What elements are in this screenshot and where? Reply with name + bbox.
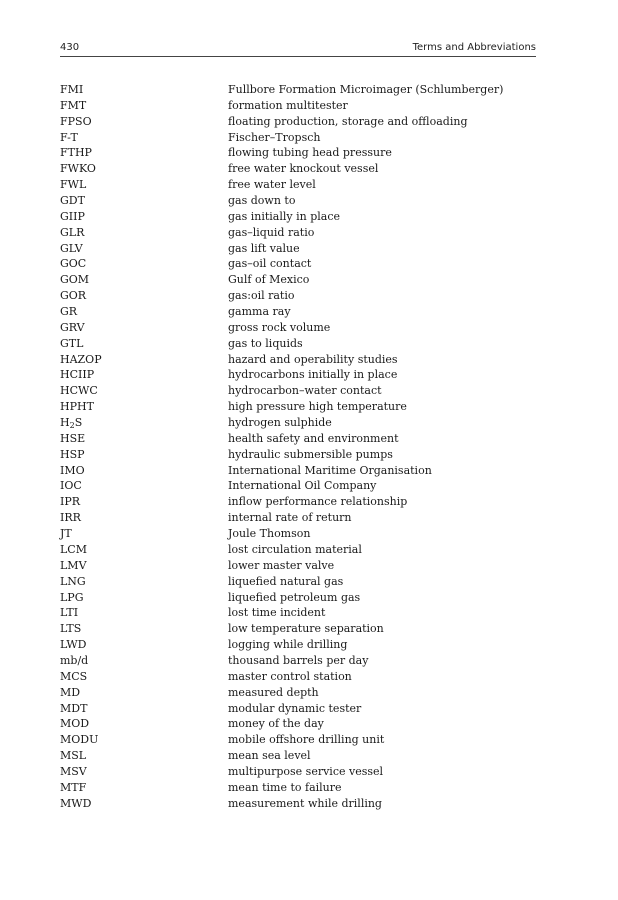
abbreviation-row: [60, 225, 536, 241]
abbreviation-definition: inflow performance relationship: [228, 495, 408, 509]
abbreviation-row: [60, 98, 536, 114]
abbreviation-term-text: GIIP: [60, 209, 85, 223]
abbreviation-row: [60, 780, 536, 796]
abbreviation-definition: modular dynamic tester: [228, 701, 362, 715]
abbreviation-term-text: MD: [60, 685, 81, 699]
abbreviation-definition: liquefied natural gas: [228, 574, 344, 588]
abbreviation-definition: Fullbore Formation Microimager (Schlumberger): [228, 83, 504, 96]
abbreviation-term: [60, 463, 220, 479]
abbreviation-row: [60, 193, 536, 209]
abbreviation-definition: International Maritime Organisation: [228, 463, 432, 477]
abbreviation-term-text: MSL: [60, 749, 87, 763]
abbreviation-term: [60, 605, 220, 621]
abbreviation-definition: mean sea level: [228, 749, 311, 763]
abbreviation-definition: hydrogen sulphide: [228, 416, 332, 430]
abbreviation-row: [60, 574, 536, 590]
abbreviation-row: [60, 748, 536, 764]
abbreviation-row: [60, 542, 536, 558]
abbreviation-definition: hazard and operability studies: [228, 352, 398, 366]
abbreviation-definition: gas lift value: [228, 241, 300, 255]
abbreviation-term-text: HSP: [60, 447, 85, 461]
abbreviation-row: [60, 637, 536, 653]
abbreviation-term: [60, 114, 220, 130]
abbreviation-term-text: LCM: [60, 542, 87, 556]
abbreviation-term-text: MTF: [60, 780, 87, 794]
abbreviation-row: [60, 161, 536, 177]
abbreviation-row: [60, 701, 536, 717]
abbreviation-row: [60, 494, 536, 510]
abbreviation-term: [60, 701, 220, 717]
abbreviation-term-text: GRV: [60, 320, 85, 334]
abbreviation-row: [60, 256, 536, 272]
abbreviation-term-text: HPHT: [60, 400, 94, 414]
abbreviation-term-text: LNG: [60, 574, 86, 588]
abbreviation-term-tail: S: [74, 416, 83, 430]
abbreviation-term-text: MCS: [60, 669, 88, 683]
abbreviation-term-text: HSE: [60, 431, 86, 445]
abbreviation-term: [60, 225, 220, 241]
abbreviation-definition: hydrocarbon–water contact: [228, 384, 382, 398]
abbreviation-row: [60, 764, 536, 780]
abbreviation-row: [60, 463, 536, 479]
abbreviation-term-subscript: 2: [69, 421, 75, 431]
abbreviation-definition: lost time incident: [228, 606, 326, 620]
abbreviation-term-text: GR: [60, 305, 78, 319]
abbreviation-row: [60, 605, 536, 621]
abbreviation-row: [60, 209, 536, 225]
abbreviation-term-text: JT: [60, 527, 72, 541]
abbreviation-term: [60, 304, 220, 320]
abbreviation-term: [60, 542, 220, 558]
abbreviation-term-text: GDT: [60, 194, 85, 208]
abbreviation-row: [60, 399, 536, 415]
abbreviation-term-text: HCWC: [60, 384, 98, 398]
abbreviation-term: [60, 352, 220, 368]
abbreviation-definition: money of the day: [228, 717, 324, 731]
abbreviation-row: [60, 526, 536, 542]
abbreviation-term-text: mb/d: [60, 653, 89, 667]
abbreviation-row: [60, 288, 536, 304]
abbreviation-definition: lost circulation material: [228, 542, 362, 556]
abbreviation-term-text: HCIIP: [60, 368, 95, 382]
abbreviation-term-text: MDT: [60, 701, 88, 715]
abbreviation-row: [60, 685, 536, 701]
abbreviation-term: [60, 574, 220, 590]
abbreviation-definition: free water level: [228, 178, 316, 192]
abbreviation-term-text: GTL: [60, 336, 84, 350]
abbreviation-term: [60, 431, 220, 447]
abbreviation-definition: gas initially in place: [228, 209, 340, 223]
abbreviation-term: [60, 161, 220, 177]
abbreviation-term: [60, 193, 220, 209]
abbreviation-row: [60, 352, 536, 368]
abbreviation-definition: gamma ray: [228, 305, 291, 319]
abbreviation-term: [60, 145, 220, 161]
abbreviation-definition: master control station: [228, 669, 352, 683]
abbreviation-term-text: IRR: [60, 511, 81, 525]
abbreviation-term: [60, 685, 220, 701]
abbreviation-row: [60, 320, 536, 336]
header-divider: [60, 56, 536, 57]
abbreviation-term: [60, 764, 220, 780]
abbreviation-definition: health safety and environment: [228, 431, 399, 445]
abbreviation-definition: measurement while drilling: [228, 796, 382, 810]
abbreviation-term-text: FTHP: [60, 146, 92, 160]
abbreviation-term-text: LTS: [60, 622, 82, 636]
abbreviation-row: [60, 447, 536, 463]
abbreviation-row: [60, 558, 536, 574]
abbreviation-row: [60, 478, 536, 494]
abbreviation-term: [60, 478, 220, 494]
abbreviation-row: [60, 145, 536, 161]
abbreviation-definition: gas down to: [228, 194, 296, 208]
abbreviation-term-text: HAZOP: [60, 352, 102, 366]
abbreviation-row: [60, 621, 536, 637]
abbreviation-term: [60, 256, 220, 272]
abbreviation-term: [60, 621, 220, 637]
abbreviation-term: [60, 82, 220, 98]
abbreviation-term: [60, 98, 220, 114]
page-number: 430: [60, 42, 80, 53]
abbreviation-definition: Joule Thomson: [228, 527, 311, 541]
abbreviation-term-text: GOR: [60, 289, 87, 303]
abbreviation-term-text: FMT: [60, 98, 87, 112]
abbreviation-row: [60, 367, 536, 383]
abbreviation-term-text: H: [60, 416, 70, 430]
abbreviation-term: [60, 399, 220, 415]
abbreviation-row: [60, 114, 536, 130]
abbreviation-definition: hydrocarbons initially in place: [228, 368, 398, 382]
abbreviation-row: [60, 383, 536, 399]
abbreviation-term: [60, 383, 220, 399]
abbreviation-definition: logging while drilling: [228, 638, 348, 652]
abbreviation-term-text: FMI: [60, 83, 84, 96]
abbreviation-definition: mobile offshore drilling unit: [228, 733, 385, 747]
abbreviation-definition: gas–liquid ratio: [228, 225, 315, 239]
abbreviation-term: [60, 447, 220, 463]
abbreviation-term: [60, 558, 220, 574]
abbreviation-definition: measured depth: [228, 685, 319, 699]
abbreviation-term-text: MODU: [60, 733, 99, 747]
abbreviation-term: [60, 494, 220, 510]
abbreviation-term-text: FWKO: [60, 162, 96, 176]
abbreviation-definition: Fischer–Tropsch: [228, 130, 321, 144]
abbreviation-term-text: MWD: [60, 796, 92, 810]
abbreviation-term-text: FWL: [60, 178, 87, 192]
abbreviation-term-text: GLR: [60, 225, 85, 239]
abbreviation-term: [60, 590, 220, 606]
abbreviation-term-text: MSV: [60, 764, 87, 778]
abbreviation-term-text: IMO: [60, 463, 85, 477]
abbreviation-list: [60, 82, 536, 812]
abbreviation-definition: formation multitester: [228, 98, 348, 112]
abbreviation-row: [60, 415, 536, 431]
abbreviation-term: [60, 716, 220, 732]
abbreviation-row: [60, 669, 536, 685]
abbreviation-definition: flowing tubing head pressure: [228, 146, 392, 160]
abbreviation-term: [60, 209, 220, 225]
abbreviation-term: [60, 732, 220, 748]
abbreviation-term: [60, 780, 220, 796]
abbreviation-term: [60, 669, 220, 685]
abbreviation-definition: Gulf of Mexico: [228, 273, 310, 287]
abbreviation-definition: gas to liquids: [228, 336, 303, 350]
abbreviation-term: [60, 177, 220, 193]
abbreviation-term: [60, 130, 220, 146]
abbreviation-term-text: GOM: [60, 273, 90, 287]
abbreviation-term-text: GOC: [60, 257, 87, 271]
abbreviation-term-text: F-T: [60, 130, 78, 144]
abbreviation-term-text: IOC: [60, 479, 82, 493]
abbreviation-row: [60, 241, 536, 257]
abbreviation-row: [60, 336, 536, 352]
abbreviation-row: [60, 590, 536, 606]
abbreviation-definition: International Oil Company: [228, 479, 377, 493]
abbreviation-term: [60, 320, 220, 336]
abbreviation-definition: internal rate of return: [228, 511, 352, 525]
abbreviation-term: [60, 367, 220, 383]
abbreviation-definition: thousand barrels per day: [228, 653, 369, 667]
abbreviation-term: [60, 510, 220, 526]
abbreviation-term-text: MOD: [60, 717, 90, 731]
abbreviation-row: [60, 653, 536, 669]
abbreviation-row: [60, 272, 536, 288]
abbreviation-term: [60, 336, 220, 352]
abbreviation-term-text: LMV: [60, 558, 87, 572]
abbreviation-term-text: LTI: [60, 606, 79, 620]
abbreviation-definition: mean time to failure: [228, 780, 342, 794]
abbreviation-row: [60, 304, 536, 320]
abbreviation-definition: liquefied petroleum gas: [228, 590, 361, 604]
abbreviation-row: [60, 82, 536, 98]
abbreviation-definition: lower master valve: [228, 558, 335, 572]
abbreviation-row: [60, 796, 536, 812]
abbreviation-definition: free water knockout vessel: [228, 162, 379, 176]
abbreviation-term-text: FPSO: [60, 114, 92, 128]
abbreviation-row: [60, 130, 536, 146]
running-title: Terms and Abbreviations: [412, 42, 536, 53]
abbreviation-definition: high pressure high temperature: [228, 400, 407, 414]
abbreviation-row: [60, 716, 536, 732]
abbreviation-term: [60, 288, 220, 304]
abbreviation-definition: multipurpose service vessel: [228, 764, 384, 778]
abbreviation-term: [60, 272, 220, 288]
abbreviation-term: [60, 796, 220, 812]
abbreviation-term: [60, 653, 220, 669]
abbreviation-definition: low temperature separation: [228, 622, 384, 636]
abbreviation-definition: gross rock volume: [228, 320, 331, 334]
abbreviation-term-text: IPR: [60, 495, 81, 509]
abbreviation-term: [60, 637, 220, 653]
abbreviation-term: [60, 526, 220, 542]
abbreviation-term: [60, 748, 220, 764]
abbreviation-row: [60, 510, 536, 526]
abbreviation-term-text: LPG: [60, 590, 84, 604]
abbreviation-definition: floating production, storage and offloading: [228, 114, 468, 128]
abbreviation-definition: gas–oil contact: [228, 257, 312, 271]
abbreviation-definition: hydraulic submersible pumps: [228, 447, 393, 461]
abbreviation-definition: gas:oil ratio: [228, 289, 295, 303]
abbreviation-term-text: LWD: [60, 638, 87, 652]
abbreviation-term-text: GLV: [60, 241, 83, 255]
abbreviation-row: [60, 732, 536, 748]
abbreviation-row: [60, 431, 536, 447]
abbreviation-term: [60, 241, 220, 257]
abbreviation-row: [60, 177, 536, 193]
